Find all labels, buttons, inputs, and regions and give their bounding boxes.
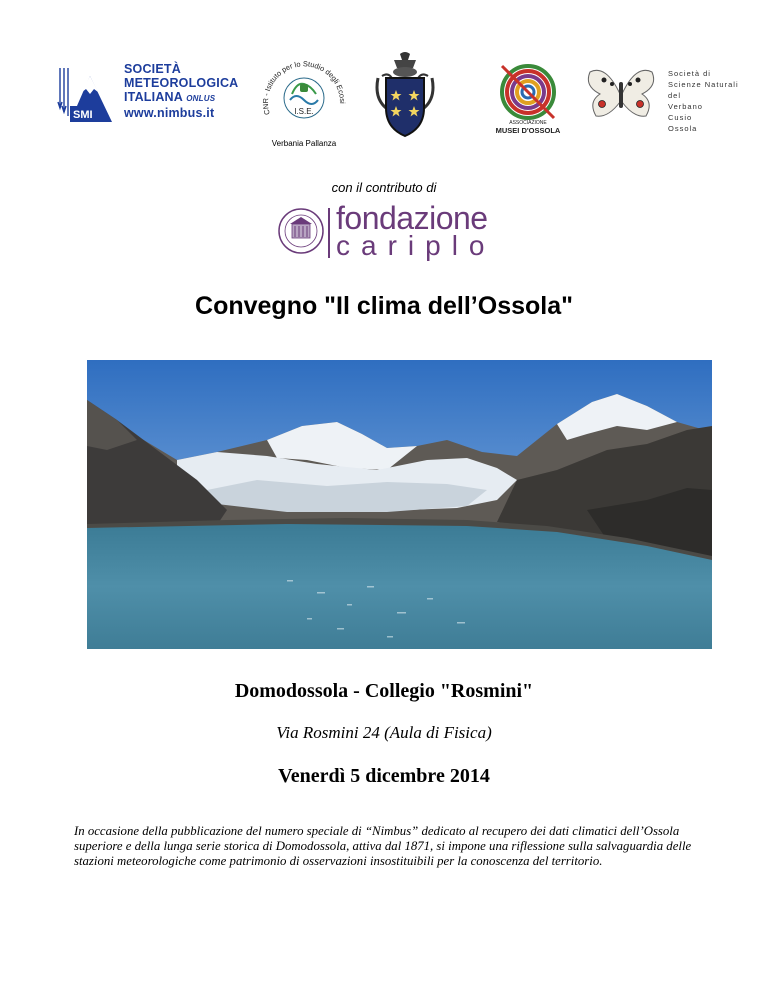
event-date: Venerdì 5 dicembre 2014	[278, 765, 490, 787]
event-venue: Domodossola - Collegio "Rosmini"	[234, 680, 534, 702]
musei-rings-icon	[490, 62, 566, 120]
coat-of-arms-icon	[372, 50, 438, 138]
smi-line-3: ITALIANA	[124, 90, 183, 104]
smi-website: www.nimbus.it	[124, 106, 215, 120]
sns-line: Scienze Naturali	[668, 80, 739, 89]
smi-logo	[56, 62, 246, 132]
cariplo-seal-icon	[278, 208, 324, 254]
event-description: In occasione della pubblicazione del numero speciale di “Nimbus” dedicato al recupero dei dati climatici dell’Ossola superiore e della lunga serie storica di Domodossola, attiva dal 1871, si impone una riflessione sulla salvaguardia delle stazioni meteorologiche come patrimonio di osservazioni insostituibili per la conoscenza del territorio.	[74, 824, 692, 868]
cariplo-divider	[328, 208, 330, 258]
cnr-arc-text: CNR - Istituto per lo Studio degli Ecosi	[260, 59, 348, 116]
landscape-image	[87, 360, 712, 649]
contribution-text: con il contributo di	[331, 180, 437, 195]
smi-line-2: METEOROLOGICA	[124, 76, 239, 90]
sns-line: Cusio	[668, 113, 693, 122]
cnr-acronym: I.S.E.	[294, 107, 314, 116]
page-title: Convegno "Il clima dell’Ossola"	[195, 292, 573, 320]
cnr-ise-icon	[256, 50, 352, 134]
cnr-caption: Verbania Pallanza	[271, 139, 337, 148]
smi-line-1: SOCIETÀ	[124, 62, 181, 76]
musei-ossola-logo	[490, 62, 566, 136]
smi-mountain-icon	[56, 62, 122, 132]
butterfly-icon	[586, 64, 656, 126]
sns-line: del	[668, 91, 682, 100]
sponsor-line-1: fondazione	[336, 200, 488, 236]
smi-badge: SMI	[73, 109, 93, 121]
sns-line: Ossola	[668, 124, 698, 133]
sponsor-line-2: cariplo	[336, 230, 496, 261]
glacier-lake-photo	[87, 360, 712, 649]
butterfly-image	[586, 64, 656, 126]
sns-line: Verbano	[668, 102, 703, 111]
smi-onlus: ONLUS	[186, 94, 216, 103]
cariplo-seal	[278, 208, 324, 254]
musei-caption-2: MUSEI D'OSSOLA	[495, 126, 561, 135]
coat-of-arms	[372, 50, 438, 138]
musei-caption-1: ASSOCIAZIONE	[509, 120, 547, 126]
sns-vco-label	[668, 68, 739, 134]
cnr-ise-logo	[256, 50, 352, 148]
event-address: Via Rosmini 24 (Aula di Fisica)	[276, 723, 492, 742]
sns-line: Società di	[668, 69, 711, 78]
